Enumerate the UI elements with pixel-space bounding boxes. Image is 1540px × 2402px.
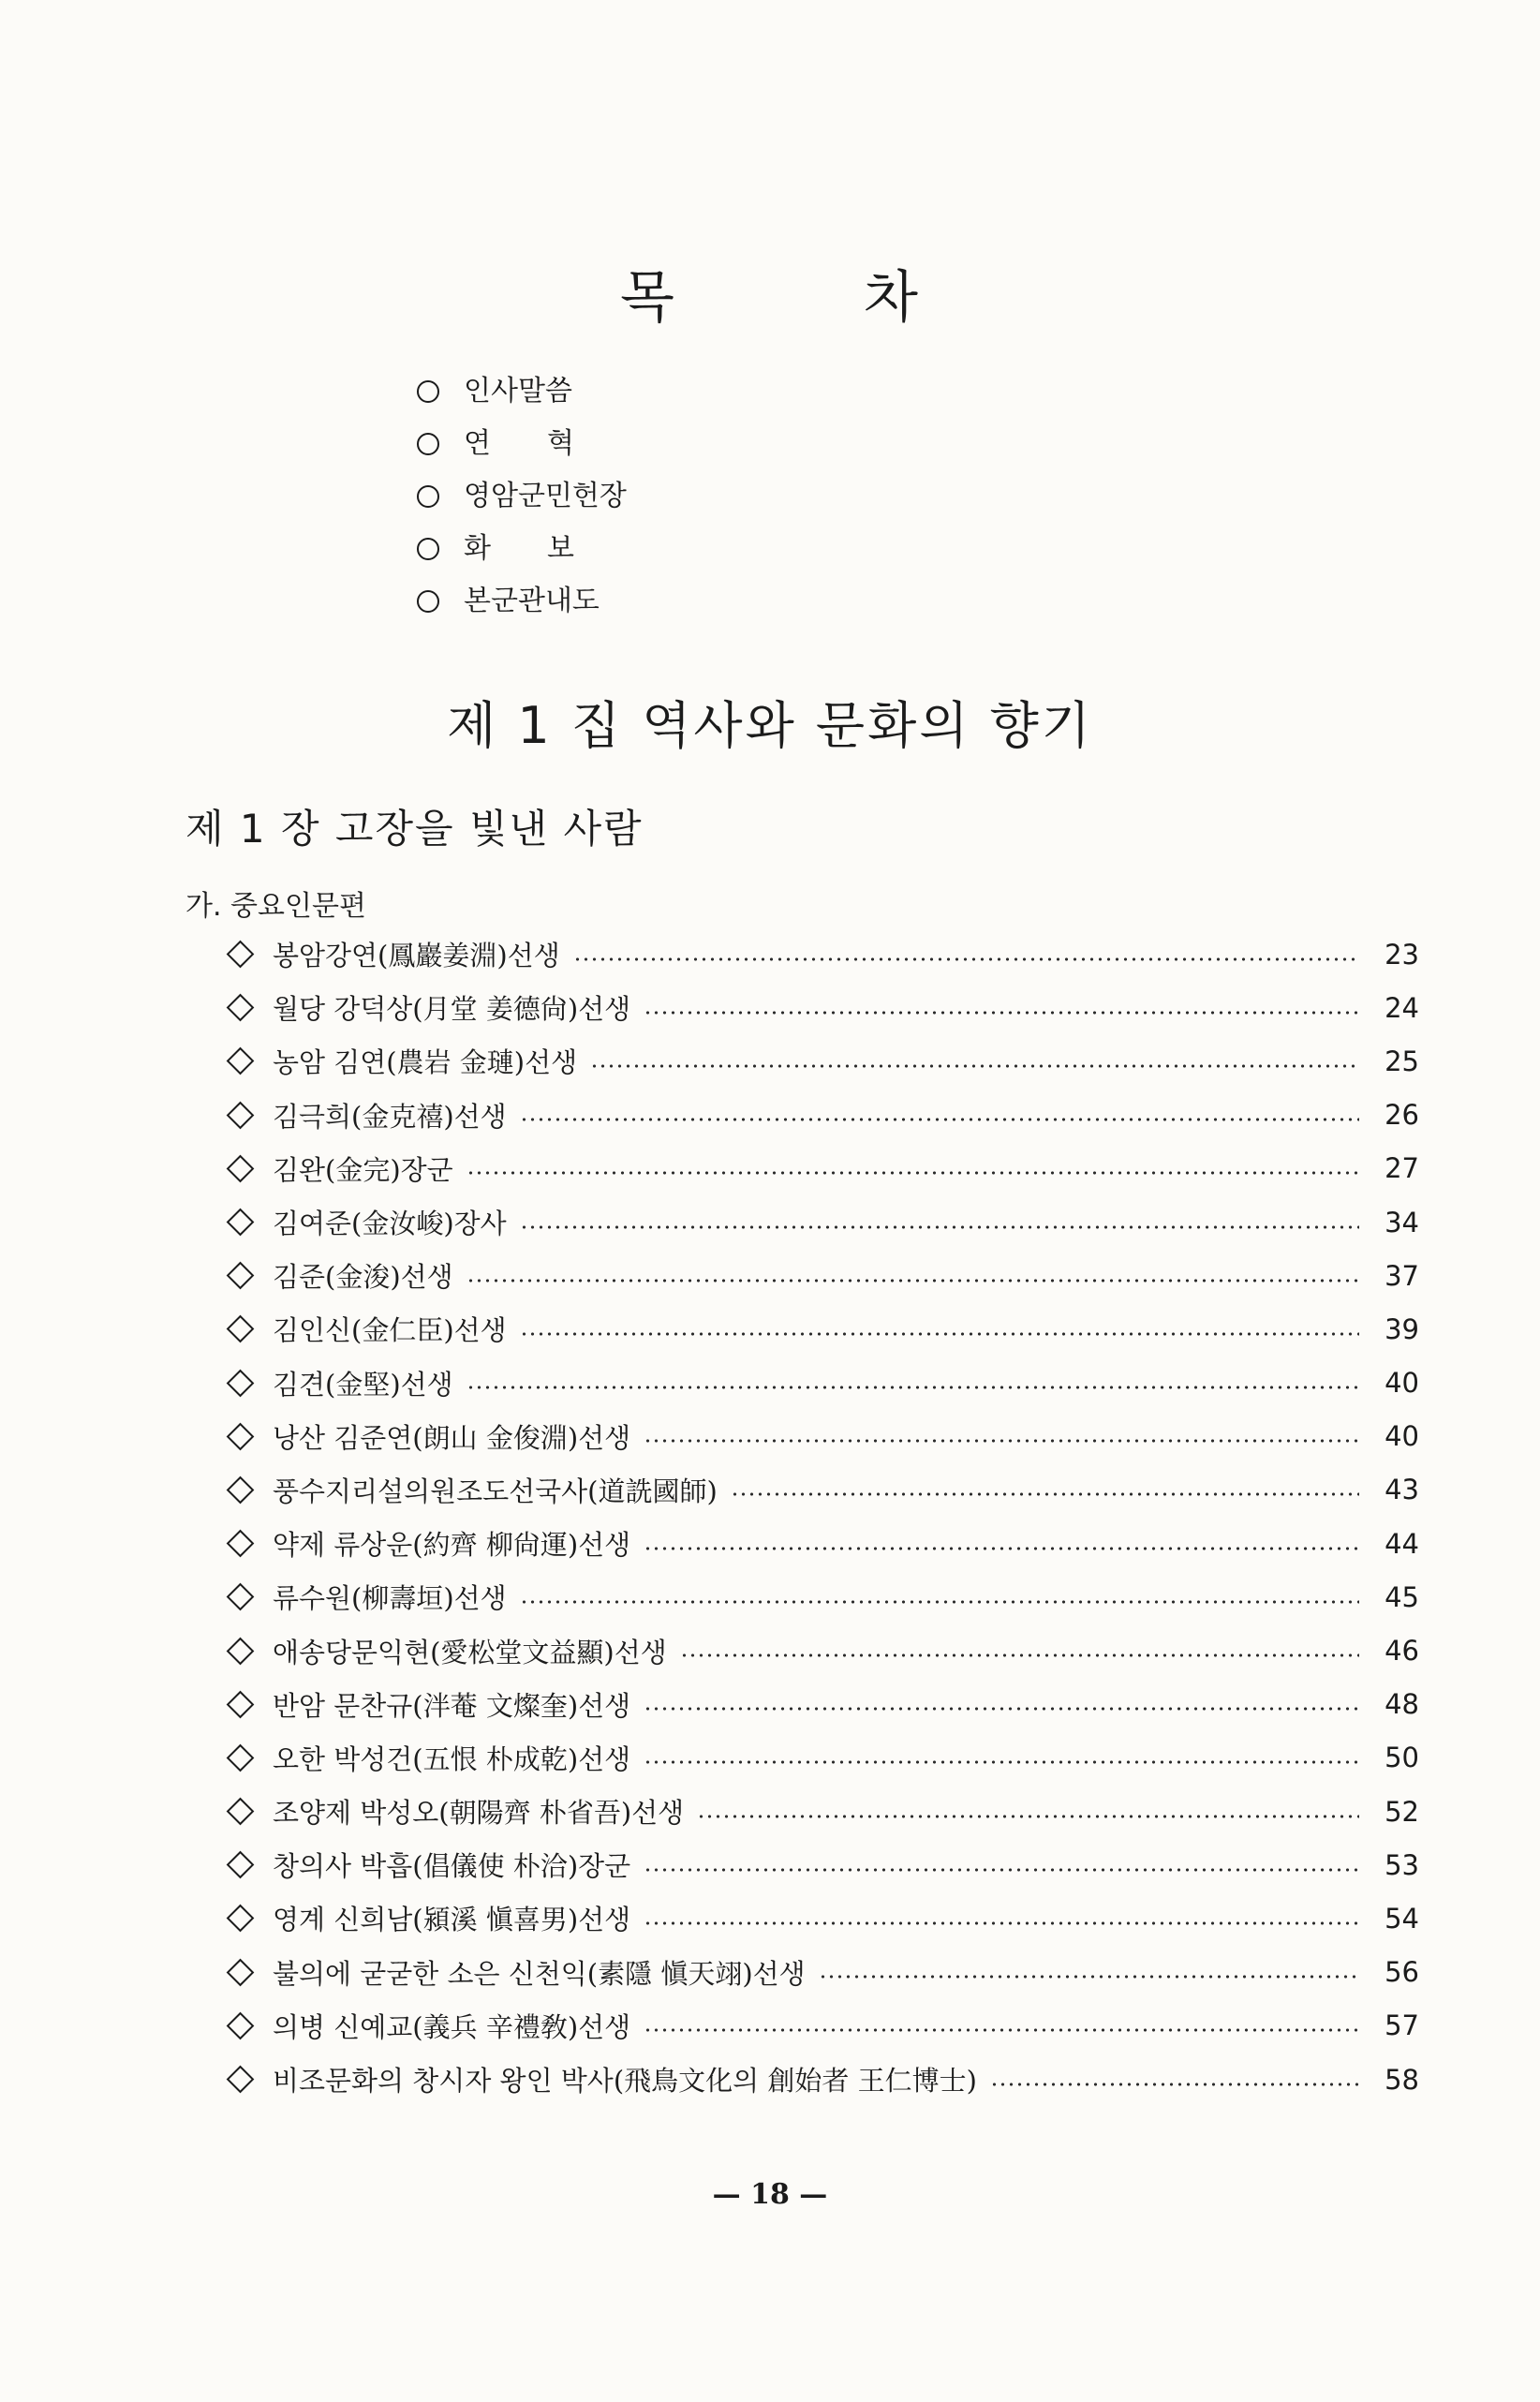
intro-item — [417, 365, 979, 418]
dot-leader — [644, 1920, 1359, 1926]
toc-entry — [225, 1089, 1419, 1142]
diamond-bullet-icon — [227, 1208, 255, 1237]
toc-entry — [225, 1034, 1419, 1088]
page-number: — 18 — — [712, 2178, 828, 2211]
toc-entry-page: 56 — [1385, 1956, 1419, 1989]
toc-entry-page: 27 — [1385, 1152, 1419, 1185]
toc-entry-page: 50 — [1385, 1742, 1419, 1774]
toc-entry-title: 불의에 굳굳한 소은 신천익(素隱 愼天翊)선생 — [273, 1957, 806, 1990]
intro-list — [417, 365, 979, 628]
toc-entry — [225, 1249, 1419, 1302]
diamond-bullet-icon — [227, 1905, 255, 1933]
dot-leader — [644, 1546, 1359, 1551]
dot-leader — [644, 1010, 1359, 1016]
diamond-bullet-icon — [227, 1690, 255, 1718]
dot-leader — [466, 1278, 1359, 1283]
toc-entry-title: 김준(金浚)선생 — [273, 1261, 453, 1294]
intro-item — [417, 523, 979, 575]
toc-entry-title: 반암 문찬규(泮菴 文燦奎)선생 — [273, 1689, 631, 1722]
intro-item — [417, 418, 979, 470]
dot-leader — [466, 1385, 1359, 1390]
toc-entry — [225, 1785, 1419, 1838]
toc-entry-title: 창의사 박흡(倡儀使 朴洽)장군 — [273, 1850, 631, 1883]
dot-leader — [644, 1759, 1359, 1765]
toc-entry-page: 26 — [1385, 1099, 1419, 1132]
toc-entry — [225, 1838, 1419, 1891]
diamond-bullet-icon — [227, 1851, 255, 1879]
diamond-bullet-icon — [227, 1476, 255, 1505]
dot-leader — [644, 1706, 1359, 1712]
toc-entry-title: 월당 강덕상(月堂 姜德尙)선생 — [273, 993, 631, 1026]
toc-entry-title: 류수원(柳壽垣)선생 — [273, 1582, 507, 1615]
toc-entry-title: 조양제 박성오(朝陽齊 朴省吾)선생 — [273, 1797, 685, 1830]
title-right-char: 차 — [864, 265, 920, 331]
circle-bullet-icon — [417, 485, 439, 508]
diamond-bullet-icon — [227, 941, 255, 969]
toc-entry-page: 23 — [1385, 938, 1419, 971]
toc-entry — [225, 1357, 1419, 1410]
toc-entry — [225, 1570, 1419, 1624]
toc-entry-title: 오한 박성건(五恨 朴成乾)선생 — [273, 1742, 631, 1775]
toc-entry-page: 37 — [1385, 1259, 1419, 1292]
diamond-bullet-icon — [227, 1369, 255, 1397]
dot-leader — [573, 956, 1359, 962]
toc-entry — [225, 1731, 1419, 1785]
dot-leader — [731, 1491, 1359, 1497]
toc-entry-title: 김여준(金汝峻)장사 — [273, 1208, 507, 1240]
toc-entry-page: 24 — [1385, 991, 1419, 1024]
diamond-bullet-icon — [227, 1101, 255, 1129]
toc-entry-title: 약제 류상운(約齊 柳尙運)선생 — [273, 1529, 631, 1562]
toc-entry-title: 애송당문익현(愛松堂文益顯)선생 — [273, 1636, 667, 1668]
toc-entry-page: 48 — [1385, 1688, 1419, 1721]
diamond-bullet-icon — [227, 1798, 255, 1826]
diamond-bullet-icon — [227, 1262, 255, 1290]
intro-item-label: 본군관내도 — [464, 585, 600, 617]
dot-leader — [520, 1117, 1359, 1122]
intro-item-label: 화 보 — [464, 532, 574, 565]
diamond-bullet-icon — [227, 2066, 255, 2094]
dot-leader — [644, 1438, 1359, 1444]
page-title — [0, 253, 1540, 334]
chapter-title: 제 1 장 고장을 빛낸 사람 — [185, 806, 644, 852]
dot-leader — [697, 1814, 1359, 1819]
toc-entry — [225, 1195, 1419, 1249]
dot-leader — [644, 2027, 1359, 2033]
diamond-bullet-icon — [227, 1637, 255, 1665]
toc-list — [225, 927, 1419, 2106]
toc-entry-page: 57 — [1385, 2009, 1419, 2042]
toc-entry-title: 풍수지리설의원조도선국사(道詵國師) — [273, 1475, 718, 1507]
toc-entry-page: 40 — [1385, 1367, 1419, 1400]
section-title: 가. 중요인문편 — [185, 890, 366, 923]
intro-item — [417, 575, 979, 628]
circle-bullet-icon — [417, 380, 439, 403]
toc-entry-page: 39 — [1385, 1312, 1419, 1345]
circle-bullet-icon — [417, 590, 439, 613]
toc-entry-title: 봉암강연(鳳巖姜淵)선생 — [273, 940, 560, 972]
toc-entry — [225, 2053, 1419, 2106]
toc-entry — [225, 1678, 1419, 1731]
toc-entry — [225, 1302, 1419, 1356]
toc-entry — [225, 981, 1419, 1034]
dot-leader — [680, 1653, 1359, 1658]
toc-entry-page: 45 — [1385, 1580, 1419, 1613]
intro-item-label: 영암군민헌장 — [464, 480, 627, 512]
diamond-bullet-icon — [227, 1530, 255, 1558]
toc-entry-page: 53 — [1385, 1848, 1419, 1881]
title-left-char: 목 — [620, 265, 676, 331]
toc-entry — [225, 927, 1419, 981]
intro-item-label: 인사말씀 — [464, 375, 572, 408]
dot-leader — [990, 2082, 1359, 2087]
diamond-bullet-icon — [227, 2011, 255, 2039]
diamond-bullet-icon — [227, 1047, 255, 1075]
toc-entry-page: 52 — [1385, 1795, 1419, 1828]
diamond-bullet-icon — [227, 1315, 255, 1343]
diamond-bullet-icon — [227, 1154, 255, 1182]
dot-leader — [644, 1867, 1359, 1873]
intro-item-label: 연 혁 — [464, 427, 574, 460]
part-title: 제 1 집 역사와 문화의 향기 — [447, 696, 1093, 755]
toc-entry-title: 의병 신예교(義兵 辛禮敎)선생 — [273, 2010, 631, 2043]
diamond-bullet-icon — [227, 1422, 255, 1450]
toc-entry-title: 영계 신희남(潁溪 愼喜男)선생 — [273, 1904, 631, 1936]
diamond-bullet-icon — [227, 994, 255, 1022]
toc-entry — [225, 1624, 1419, 1677]
toc-entry — [225, 1946, 1419, 1999]
toc-entry — [225, 1410, 1419, 1463]
toc-entry-page: 34 — [1385, 1206, 1419, 1238]
diamond-bullet-icon — [227, 1583, 255, 1611]
toc-entry — [225, 1999, 1419, 2053]
toc-entry-title: 낭산 김준연(朗山 金俊淵)선생 — [273, 1421, 631, 1454]
toc-entry-title: 농암 김연(農岩 金璉)선생 — [273, 1046, 578, 1079]
dot-leader — [520, 1331, 1359, 1337]
toc-entry — [225, 1142, 1419, 1195]
toc-entry-page: 43 — [1385, 1474, 1419, 1506]
dot-leader — [466, 1170, 1359, 1176]
toc-entry-page: 40 — [1385, 1420, 1419, 1453]
toc-entry-page: 25 — [1385, 1045, 1419, 1077]
dot-leader — [520, 1224, 1359, 1230]
toc-entry-title: 김인신(金仁臣)선생 — [273, 1314, 507, 1347]
diamond-bullet-icon — [227, 1958, 255, 1986]
toc-entry-title: 김견(金堅)선생 — [273, 1368, 453, 1401]
circle-bullet-icon — [417, 538, 439, 560]
toc-entry-page: 44 — [1385, 1527, 1419, 1560]
toc-entry-page: 58 — [1385, 2063, 1419, 2096]
toc-entry-page: 54 — [1385, 1902, 1419, 1935]
toc-entry-title: 김극희(金克禧)선생 — [273, 1100, 507, 1133]
toc-entry-title: 비조문화의 창시자 왕인 박사(飛鳥文化의 創始者 王仁博士) — [273, 2065, 977, 2098]
intro-item — [417, 470, 979, 523]
dot-leader — [520, 1599, 1359, 1605]
dot-leader — [590, 1063, 1359, 1069]
toc-entry — [225, 1891, 1419, 1945]
toc-entry — [225, 1517, 1419, 1570]
circle-bullet-icon — [417, 433, 439, 455]
toc-entry — [225, 1463, 1419, 1517]
toc-entry-title: 김완(金完)장군 — [273, 1153, 453, 1186]
diamond-bullet-icon — [227, 1744, 255, 1772]
toc-entry-page: 46 — [1385, 1635, 1419, 1668]
dot-leader — [819, 1974, 1359, 1979]
